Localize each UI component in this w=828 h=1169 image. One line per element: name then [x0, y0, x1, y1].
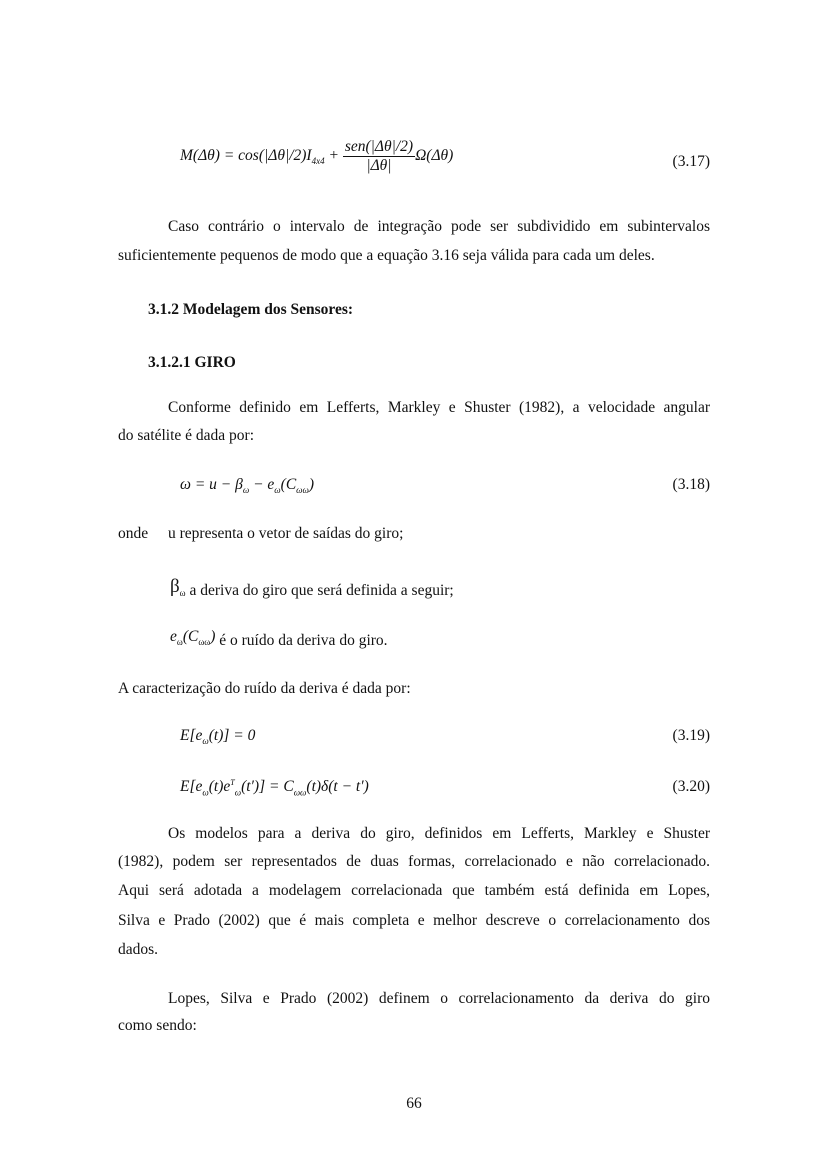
eq-sup: T: [230, 778, 235, 787]
eq-sub: 4x4: [311, 156, 325, 167]
equation-label: (3.18): [672, 476, 710, 493]
section-heading: 3.1.2 Modelagem dos Sensores:: [148, 301, 354, 318]
paragraph-line: dados.: [118, 941, 159, 958]
onde-word: onde: [118, 525, 149, 542]
eq-part: ω = u − β: [180, 476, 243, 493]
eq-part: − e: [249, 476, 275, 493]
eq-sub: ω: [179, 588, 186, 599]
fraction: [343, 138, 415, 175]
eq-part: (t′)] = C: [241, 778, 294, 796]
equation-3-19: [180, 727, 255, 746]
eq-part: E[e: [180, 778, 203, 796]
eq-sub: ωω: [296, 485, 309, 496]
denominator: |Δθ|: [366, 157, 392, 174]
equation-3-18: [180, 476, 314, 495]
eq-sub: ω: [274, 485, 281, 496]
eq-part: (t)] = 0: [208, 727, 256, 744]
eq-sub: ω: [202, 787, 209, 798]
subsection-heading: 3.1.2.1 GIRO: [148, 354, 236, 371]
beta-symbol: β: [170, 576, 180, 597]
equation-label: (3.20): [672, 778, 710, 795]
eq-part: (t)e: [208, 778, 231, 796]
paragraph-line: Silva e Prado (2002) que é mais completa e melhor descreve o correlacionamento dos: [118, 912, 710, 929]
definition-e: [170, 628, 388, 647]
eq-lhs: M(Δθ) = cos(|Δθ|/2)I: [180, 147, 312, 165]
definition-text: é o ruído da deriva do giro.: [219, 632, 388, 649]
equation-label: (3.19): [672, 727, 710, 744]
eq-part: E[e: [180, 727, 203, 744]
paragraph-line: Caso contrário o intervalo de integração pode ser subdividido em subintervalos: [168, 218, 710, 235]
equation-3-17: [180, 138, 453, 175]
paragraph-line: suficientemente pequenos de modo que a equação 3.16 seja válida para cada um deles.: [118, 247, 655, 264]
eq-sub: ωω: [293, 787, 307, 798]
paragraph-line: Conforme definido em Lefferts, Markley e Shuster (1982), a velocidade angular: [168, 399, 710, 416]
paragraph-line: do satélite é dada por:: [118, 427, 255, 444]
equation-label: (3.17): [672, 153, 710, 170]
paragraph-line: como sendo:: [118, 1017, 197, 1034]
caracterizacao-text: A caracterização do ruído da deriva é dada por:: [118, 680, 411, 697]
equation-3-20: [180, 778, 369, 797]
numerator: sen(|Δθ|/2): [344, 138, 414, 155]
eq-part: (t)δ(t − t′): [306, 778, 369, 796]
paragraph-line: Lopes, Silva e Prado (2002) definem o correlacionamento da deriva do giro: [168, 990, 710, 1007]
definition-u: u representa o vetor de saídas do giro;: [168, 525, 404, 542]
eq-plus: +: [324, 147, 343, 165]
eq-sub: ω: [234, 787, 242, 798]
eq-sub: ω: [176, 637, 183, 648]
paragraph-line: Aqui será adotada a modelagem correlacionada que também está definida em Lopes,: [118, 882, 710, 899]
paragraph-line: Os modelos para a deriva do giro, definidos em Lefferts, Markley e Shuster: [168, 825, 710, 842]
paragraph-line: (1982), podem ser representados de duas formas, correlacionado e não correlacionado.: [118, 853, 710, 870]
eq-part: e: [170, 628, 177, 645]
page-number: 66: [406, 1095, 422, 1112]
eq-tail: Ω(Δθ): [415, 147, 454, 165]
definition-beta: [170, 576, 454, 598]
eq-part: (C: [182, 628, 199, 645]
definition-text: a deriva do giro que será definida a seguir;: [189, 582, 454, 599]
eq-sub: ω: [242, 485, 250, 496]
eq-part: (C: [280, 476, 297, 493]
eq-part: ): [210, 628, 216, 645]
eq-sub: ωω: [198, 637, 211, 648]
eq-sub: ω: [202, 736, 209, 747]
eq-part: ): [308, 476, 315, 493]
